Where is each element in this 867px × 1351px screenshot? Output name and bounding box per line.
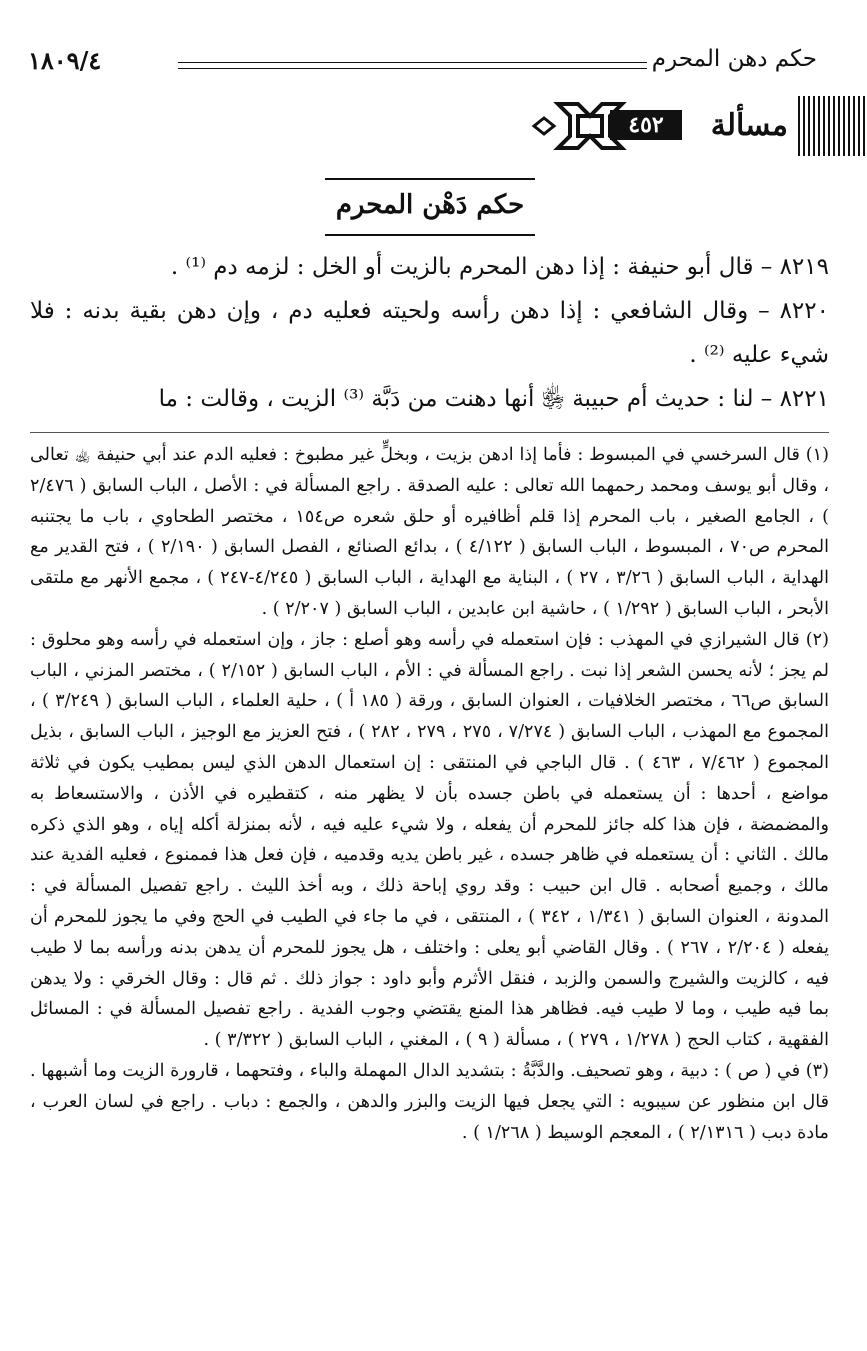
header-rule xyxy=(178,62,647,69)
issue-number: ٤٥٢ xyxy=(610,110,682,140)
main-text xyxy=(30,245,829,421)
barcode-ornament xyxy=(798,96,866,156)
footnote-3: (٣) في ( ص ) : دبية ، وهو تصحيف. والدَّبَّةُ : بتشديد الدال المهملة والباء ، وفتحهما ، قارورة الزيت وما أشبهها . قال ابن منظور عن سيبويه : التي يجعل فيها الزيت والبزر والدهن ، والجمع : دباب . راجع في لسان العرب ، مادة دبب ( ٢/١٣١٦ ) ، المعجم الوسيط ( ١/٢٦٨ ) . xyxy=(30,1060,829,1143)
issue-banner xyxy=(520,96,866,156)
footnote-2: (٢) قال الشيرازي في المهذب : فإن استعمله في رأسه وهو أصلع : جاز ، وإن استعمله في رأسه وهو محلوق : لم يجز ؛ لأنه يحسن الشعر إذا نبت . راجع المسألة في : الأم ، الباب السابق ( ٢/١٥٢ ) ، مختصر المزني ، الباب السابق ص٦٦ ، مختصر الخلافيات ، العنوان السابق ، ورقة ( ١٨٥ أ ) ، حلية العلماء ، الباب السابق ( ٣/٢٤٩ ) ، المجموع مع المهذب ، الباب السابق ( ٧/٢٧٤ ، ٢٧٥ ، ٢٧٩ ، ٢٨٢ ) ، فتح العزيز مع الوجيز ، الباب السابق ، بذيل المجموع ( ٧/٤٦٢ ، ٤٦٣ ) . قال الباجي في المنتقى : إن استعمال الدهن الذي ليس بمطيب يكون في ثلاثة مواضع ، أحدها : أن يستعمله في باطن جسده بأن لا يظهر منه ، كتقطيره في الأذن ، والاستسعاط به والمضمضة ، فإن هذا كله جائز للمحرم أن يفعله ، ولا شيء عليه فيه ، لأنه بمنزلة أكله إياه ، وهو الذي ذكره مالك . الثاني : أن يستعمله في ظاهر جسده ، غير باطن يديه وقدميه ، فإن فعل هذا فممنوع ، فعليه الفدية عند مالك ، وجميع أصحابه . قال ابن حبيب : وقد روي إباحة ذلك ، وبه أخذ الليث . راجع تفصيل المسألة في : المدونة ، العنوان السابق ( ١/٣٤١ ، ٣٤٢ ) ، المنتقى ، في ما جاء في الطيب في الحج وفي ما يجوز للمحرم أن يفعله ( ٢/٢٠٤ ، ٢٦٧ ) . وقال القاضي أبو يعلى : واختلف ، هل يجوز للمحرم أن يدهن بدنه ورأسه بما لا طيب فيه ، كالزيت والشيرج والسمن والزبد ، فنقل الأثرم وأبو داود : جواز ذلك . ثم قال : وقال الخرقي : ولا يدهن بما فيه طيب ، وما لا طيب فيه. فظاهر هذا المنع يقتضي وجوب الفدية . راجع تفصيل المسألة في : المسائل الفقهية ، كتاب الحج ( ١/٢٧٨ ، ٢٧٩ ) ، مسألة ( ٩ ) ، المغني ، الباب السابق ( ٣/٣٢٢ ) . xyxy=(30,629,830,1051)
paragraph-8219: ٨٢١٩ – قال أبو حنيفة : إذا دهن المحرم بالزيت أو الخل : لزمه دم ⁽¹⁾ . xyxy=(170,254,829,280)
section-title: حكم دَهْن المحرم xyxy=(335,190,525,220)
page-reference: ١٨٠٩/٤ xyxy=(28,46,102,75)
issue-label: مسألة xyxy=(710,108,788,143)
section-title-box xyxy=(325,178,535,236)
running-title: حكم دهن المحرم xyxy=(651,46,817,72)
title-rule-bottom xyxy=(325,234,535,236)
paragraph-8221: ٨٢٢١ – لنا : حديث أم حبيبة ﵂ أنها دهنت من دَبَّة ⁽³⁾ الزيت ، وقالت : ما xyxy=(158,386,829,412)
paragraph-8220: ٨٢٢٠ – وقال الشافعي : إذا دهن رأسه ولحيته فعليه دم ، وإن دهن بقية بدنه : فلا شيء عليه ⁽²⁾ . xyxy=(30,298,829,368)
running-header xyxy=(28,44,817,84)
footnote-separator xyxy=(30,432,829,433)
footnote-1: (١) قال السرخسي في المبسوط : فأما إذا ادهن بزيت ، وبخلٍّ غير مطبوخ : فعليه الدم عند أبي حنيفة ﵀ تعالى ، وقال أبو يوسف ومحمد رحمهما الله تعالى : عليه الصدقة . راجع المسألة في : الأصل ، الباب السابق ( ٢/٤٧٦ ) ، الجامع الصغير ، باب المحرم إذا قلم أظافيره أو حلق شعره ص١٥٤ ، مختصر الطحاوي ، باب ما يجتنبه المحرم ص٧٠ ، المبسوط ، الباب السابق ( ٤/١٢٢ ) ، بدائع الصنائع ، الفصل السابق ( ٢/١٩٠ ) ، فتح القدير مع الهداية ، الباب السابق ( ٣/٢٦ ، ٢٧ ) ، البناية مع الهداية ، الباب السابق ( ٤/٢٤٥-٢٤٧ ) ، مجمع الأنهر مع ملتقى الأبحر ، الباب السابق ( ١/٢٩٢ ) ، حاشية ابن عابدين ، الباب السابق ( ٢/٢٠٧ ) . xyxy=(30,445,829,619)
title-rule-top xyxy=(325,178,535,180)
footnotes xyxy=(30,440,829,1148)
